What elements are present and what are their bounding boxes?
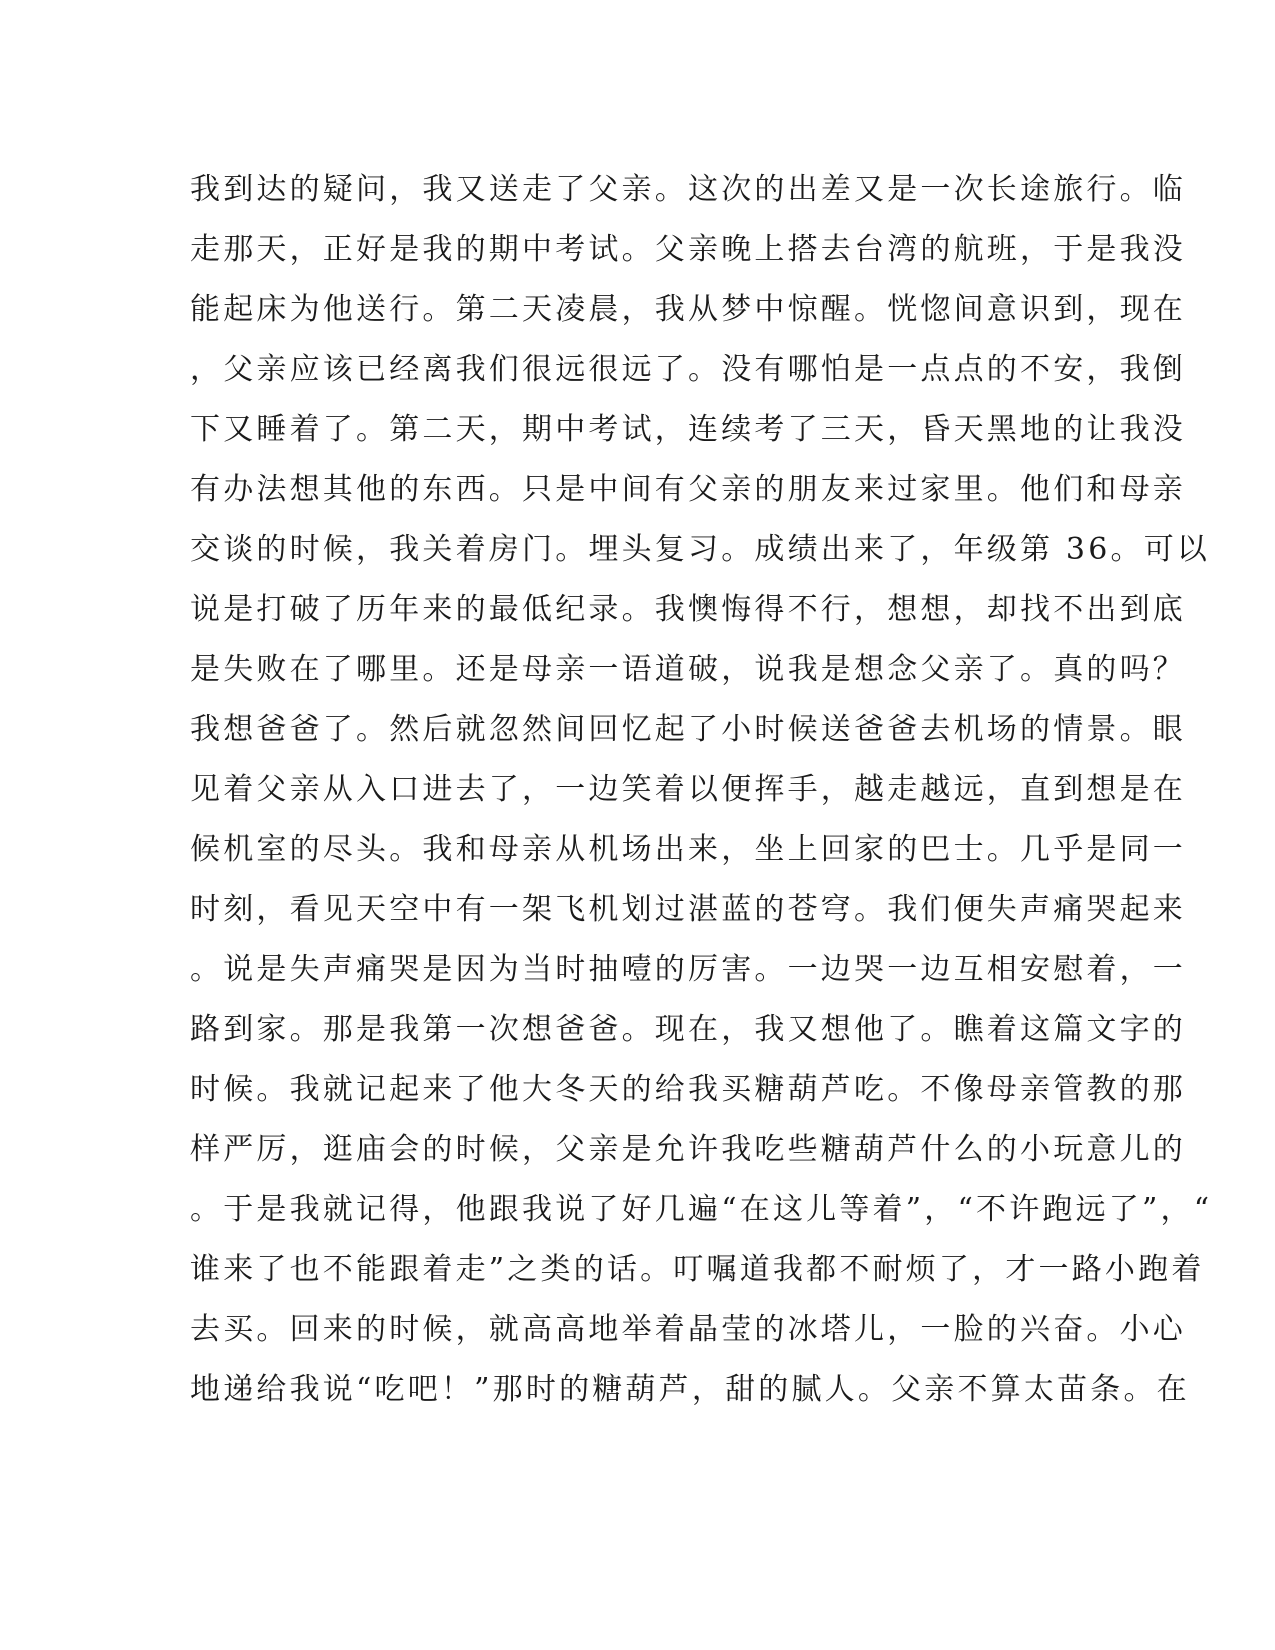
text-line: ，父亲应该已经离我们很远很远了。没有哪怕是一点点的不安，我倒 [190,352,1186,387]
text-line: 是失败在了哪里。还是母亲一语道破，说我是想念父亲了。真的吗？ [190,652,1186,687]
text-line: 。于是我就记得，他跟我说了好几遍“在这儿等着”，“不许跑远了”，“ [190,1192,1213,1227]
text-line: 候机室的尽头。我和母亲从机场出来，坐上回家的巴士。几乎是同一 [190,832,1186,867]
text-line: 交谈的时候，我关着房门。埋头复习。成绩出来了，年级第 36。可以 [190,532,1211,567]
text-line: 有办法想其他的东西。只是中间有父亲的朋友来过家里。他们和母亲 [190,472,1186,507]
text-line: 。说是失声痛哭是因为当时抽噎的厉害。一边哭一边互相安慰着，一 [190,952,1186,987]
text-line: 时刻，看见天空中有一架飞机划过湛蓝的苍穹。我们便失声痛哭起来 [190,892,1186,927]
text-line: 路到家。那是我第一次想爸爸。现在，我又想他了。瞧着这篇文字的 [190,1012,1186,1047]
text-line: 我想爸爸了。然后就忽然间回忆起了小时候送爸爸去机场的情景。眼 [190,712,1186,747]
text-line: 下又睡着了。第二天，期中考试，连续考了三天，昏天黑地的让我没 [190,412,1186,447]
text-line: 地递给我说“吃吧！”那时的糖葫芦，甜的腻人。父亲不算太苗条。在 [190,1372,1190,1407]
text-line: 见着父亲从入口进去了，一边笑着以便挥手，越走越远，直到想是在 [190,772,1186,807]
text-line: 说是打破了历年来的最低纪录。我懊悔得不行，想想，却找不出到底 [190,592,1186,627]
text-line: 去买。回来的时候，就高高地举着晶莹的冰塔儿，一脸的兴奋。小心 [190,1312,1186,1347]
text-line: 我到达的疑问，我又送走了父亲。这次的出差又是一次长途旅行。临 [190,172,1186,207]
text-line: 能起床为他送行。第二天凌晨，我从梦中惊醒。恍惚间意识到，现在 [190,292,1186,327]
body-text [190,160,1213,1420]
text-line: 样严厉，逛庙会的时候，父亲是允许我吃些糖葫芦什么的小玩意儿的 [190,1132,1186,1167]
text-line: 谁来了也不能跟着走”之类的话。叮嘱道我都不耐烦了，才一路小跑着 [190,1252,1205,1287]
text-line: 时候。我就记起来了他大冬天的给我买糖葫芦吃。不像母亲管教的那 [190,1072,1186,1107]
text-line: 走那天，正好是我的期中考试。父亲晚上搭去台湾的航班，于是我没 [190,232,1186,267]
